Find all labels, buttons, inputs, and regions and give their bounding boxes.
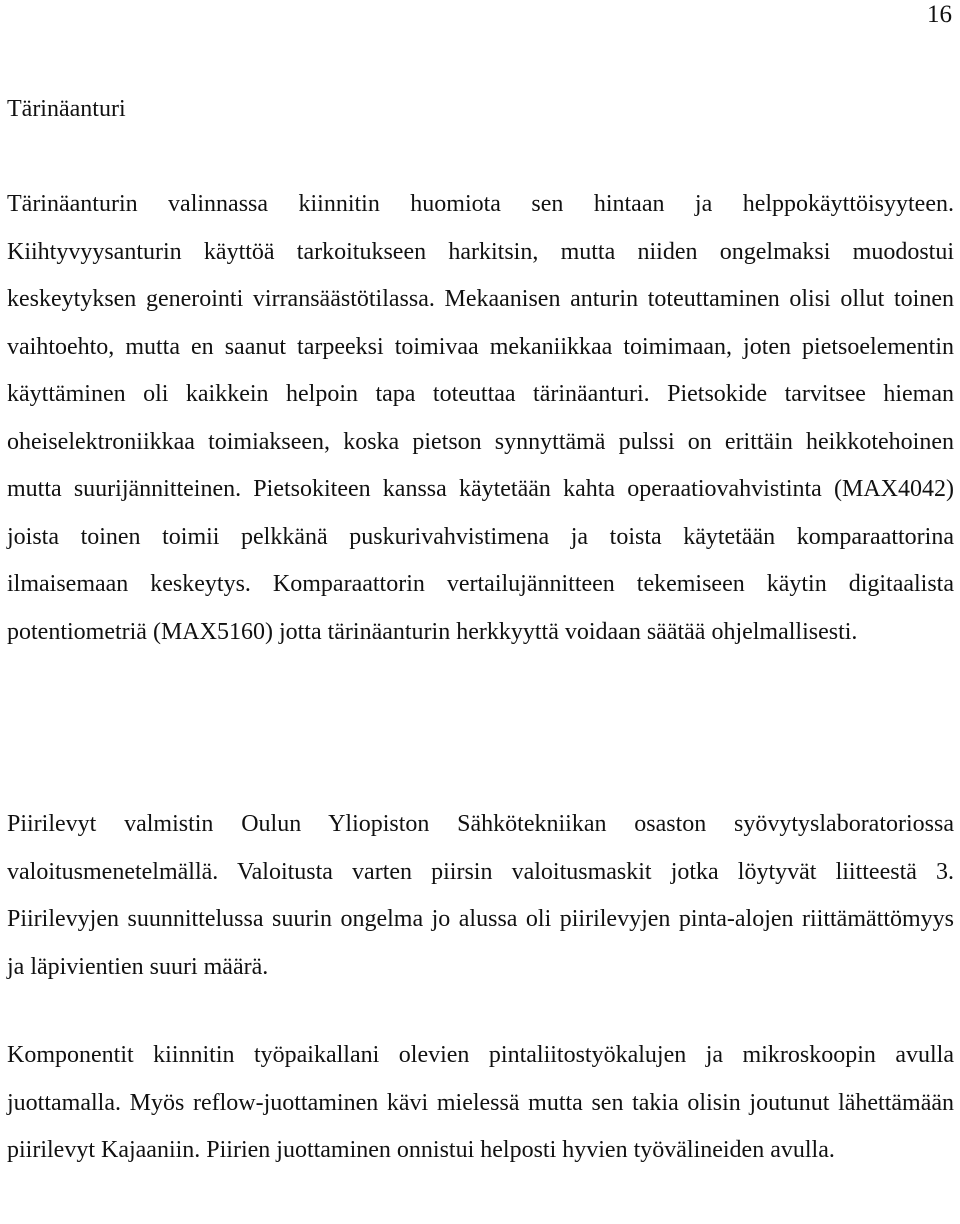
paragraph-circuit-boards: Piirilevyt valmistin Oulun Yliopiston Sähkötekniikan osaston syövytyslaboratoriossa valoitusmenetelmällä. Valoitusta varten piirsin valoitusmaskit jotka löytyvät liitteestä 3. Piirilevyjen suunnittelussa suurin ongelma jo alussa oli piirilevyjen pinta-alojen riittämättömyys ja läpivientien suuri määrä.: [7, 811, 954, 980]
paragraph-components: Komponentit kiinnitin työpaikallani olevien pintaliitostyökalujen ja mikroskoopin avulla juottamalla. Myös reflow-juottaminen kävi mielessä mutta sen takia olisin joutunut lähettämään piirilevyt Kajaaniin. Piirien juottaminen onnistui helposti hyvien työvälineiden avulla.: [7, 1042, 954, 1163]
page-number: 16: [927, 1, 952, 28]
paragraph-vibration-sensor: Tärinäanturin valinnassa kiinnitin huomiota sen hintaan ja helppokäyttöisyyteen. Kiihtyvyysanturin käyttöä tarkoitukseen harkitsin, mutta niiden ongelmaksi muodostui keskeytyksen generointi virransäästötilassa. Mekaanisen anturin toteuttaminen olisi ollut toinen vaihtoehto, mutta en saanut tarpeeksi toimivaa mekaniikkaa toimimaan, joten pietsoelementin käyttäminen oli kaikkein helpoin tapa toteuttaa tärinäanturi. Pietsokide tarvitsee hieman oheiselektroniikkaa toimiakseen, koska pietson synnyttämä pulssi on erittäin heikkotehoinen mutta suurijännitteinen. Pietsokiteen kanssa käytetään kahta operaatiovahvistinta (MAX4042) joista toinen toimii pelkkänä puskurivahvistimena ja toista käytetään komparaattorina ilmaisemaan keskeytys. Komparaattorin vertailujännitteen tekemiseen käytin digitaalista potentiometriä (MAX5160) jotta tärinäanturin herkkyyttä voidaan säätää ohjelmallisesti.: [7, 191, 954, 645]
section-heading: Tärinäanturi: [7, 96, 126, 122]
